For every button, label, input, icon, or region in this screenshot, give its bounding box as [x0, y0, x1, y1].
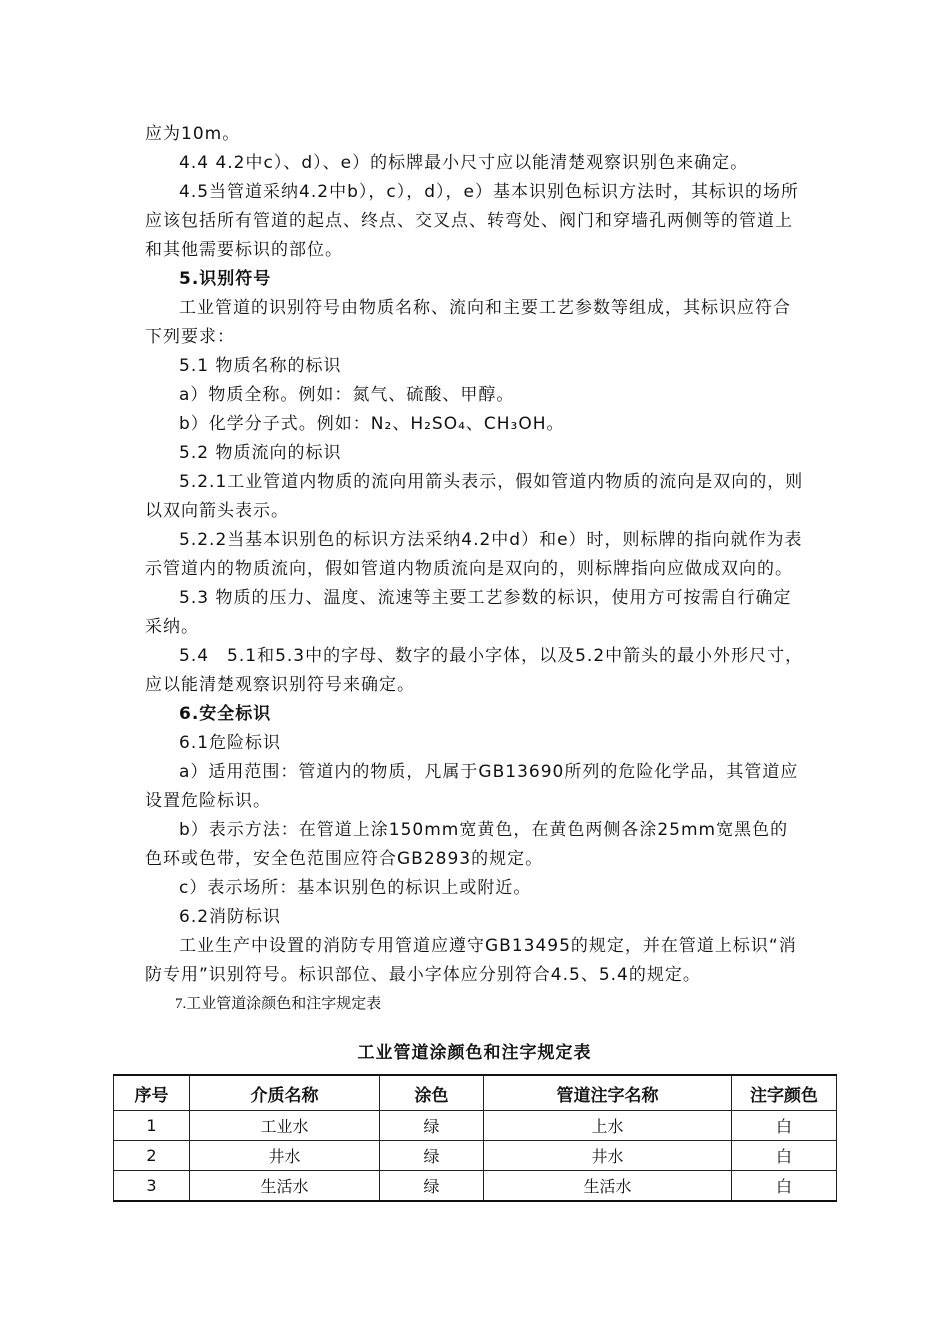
- cell-pipe-label: 上水: [484, 1111, 732, 1141]
- table-header-row: [114, 1075, 837, 1111]
- document-body: [145, 120, 805, 1019]
- paragraph: 6.1危险标识: [179, 733, 282, 753]
- paragraph: 4.5当管道采纳4.2中b），c），d），e）基本识别色标识方法时，其标识的场所应该包括所有管道的起点、终点、交叉点、转弯处、阀门和穿墙孔两侧等的管道上和其他需要标识的部位。: [145, 182, 799, 260]
- table-title: 工业管道涂颜色和注字规定表: [357, 1043, 592, 1063]
- table-row: [114, 1171, 837, 1202]
- cell-label-color: 白: [732, 1171, 837, 1202]
- header-label-color: 注字颜色: [732, 1075, 837, 1111]
- section-heading: 5.识别符号: [179, 269, 272, 289]
- paragraph: 应为10m。: [145, 124, 241, 144]
- paragraph: 5.2.1工业管道内物质的流向用箭头表示，假如管道内物质的流向是双向的，则以双向箭头表示。: [145, 472, 804, 521]
- paragraph: 工业管道的识别符号由物质名称、流向和主要工艺参数等组成，其标识应符合下列要求：: [145, 298, 791, 347]
- paragraph: 4.4 4.2中c）、d）、e）的标牌最小尺寸应以能清楚观察识别色来确定。: [179, 153, 749, 173]
- cell-label-color: 白: [732, 1141, 837, 1171]
- paragraph: 5.1 物质名称的标识: [179, 356, 342, 376]
- cell-medium: 工业水: [190, 1111, 380, 1141]
- cell-paint-color: 绿: [380, 1141, 484, 1171]
- table-row: [114, 1141, 837, 1171]
- section-heading: 6.安全标识: [179, 704, 272, 724]
- cell-index: 1: [114, 1111, 190, 1141]
- paragraph: 5.2 物质流向的标识: [179, 443, 342, 463]
- cell-medium: 井水: [190, 1141, 380, 1171]
- header-paint-color: 涂色: [380, 1075, 484, 1111]
- cell-pipe-label: 井水: [484, 1141, 732, 1171]
- paragraph: 5.4 5.1和5.3中的字母、数字的最小字体，以及5.2中箭头的最小外形尺寸，应以能清楚观察识别符号来确定。: [145, 646, 804, 695]
- header-index: 序号: [114, 1075, 190, 1111]
- cell-pipe-label: 生活水: [484, 1171, 732, 1202]
- cell-paint-color: 绿: [380, 1171, 484, 1202]
- paragraph: 7.工业管道涂颜色和注字规定表: [175, 996, 382, 1012]
- paragraph: 6.2消防标识: [179, 907, 282, 927]
- cell-index: 3: [114, 1171, 190, 1202]
- paragraph: a）适用范围：管道内的物质，凡属于GB13690所列的危险化学品，其管道应设置危险标识。: [145, 762, 799, 811]
- paragraph: c）表示场所：基本识别色的标识上或附近。: [179, 878, 532, 898]
- cell-medium: 生活水: [190, 1171, 380, 1202]
- paragraph: b）表示方法：在管道上涂150mm宽黄色，在黄色两侧各涂25mm宽黑色的色环或色带，安全色范围应符合GB2893的规定。: [145, 820, 789, 869]
- table-row: [114, 1111, 837, 1141]
- paragraph: a）物质全称。例如：氮气、硫酸、甲醇。: [179, 385, 515, 405]
- pipe-color-table: [113, 1074, 837, 1202]
- cell-paint-color: 绿: [380, 1111, 484, 1141]
- cell-label-color: 白: [732, 1111, 837, 1141]
- paragraph: 5.3 物质的压力、温度、流速等主要工艺参数的标识，使用方可按需自行确定采纳。: [145, 588, 792, 637]
- header-medium: 介质名称: [190, 1075, 380, 1111]
- header-pipe-label: 管道注字名称: [484, 1075, 732, 1111]
- paragraph: 5.2.2当基本识别色的标识方法采纳4.2中d）和e）时，则标牌的指向就作为表示管道内的物质流向，假如管道内物质流向是双向的，则标牌指向应做成双向的。: [145, 530, 803, 579]
- paragraph: 工业生产中设置的消防专用管道应遵守GB13495的规定，并在管道上标识“消防专用”识别符号。标识部位、最小字体应分别符合4.5、5.4的规定。: [145, 936, 797, 985]
- cell-index: 2: [114, 1141, 190, 1171]
- paragraph: b）化学分子式。例如：N₂、H₂SO₄、CH₃OH。: [179, 414, 565, 434]
